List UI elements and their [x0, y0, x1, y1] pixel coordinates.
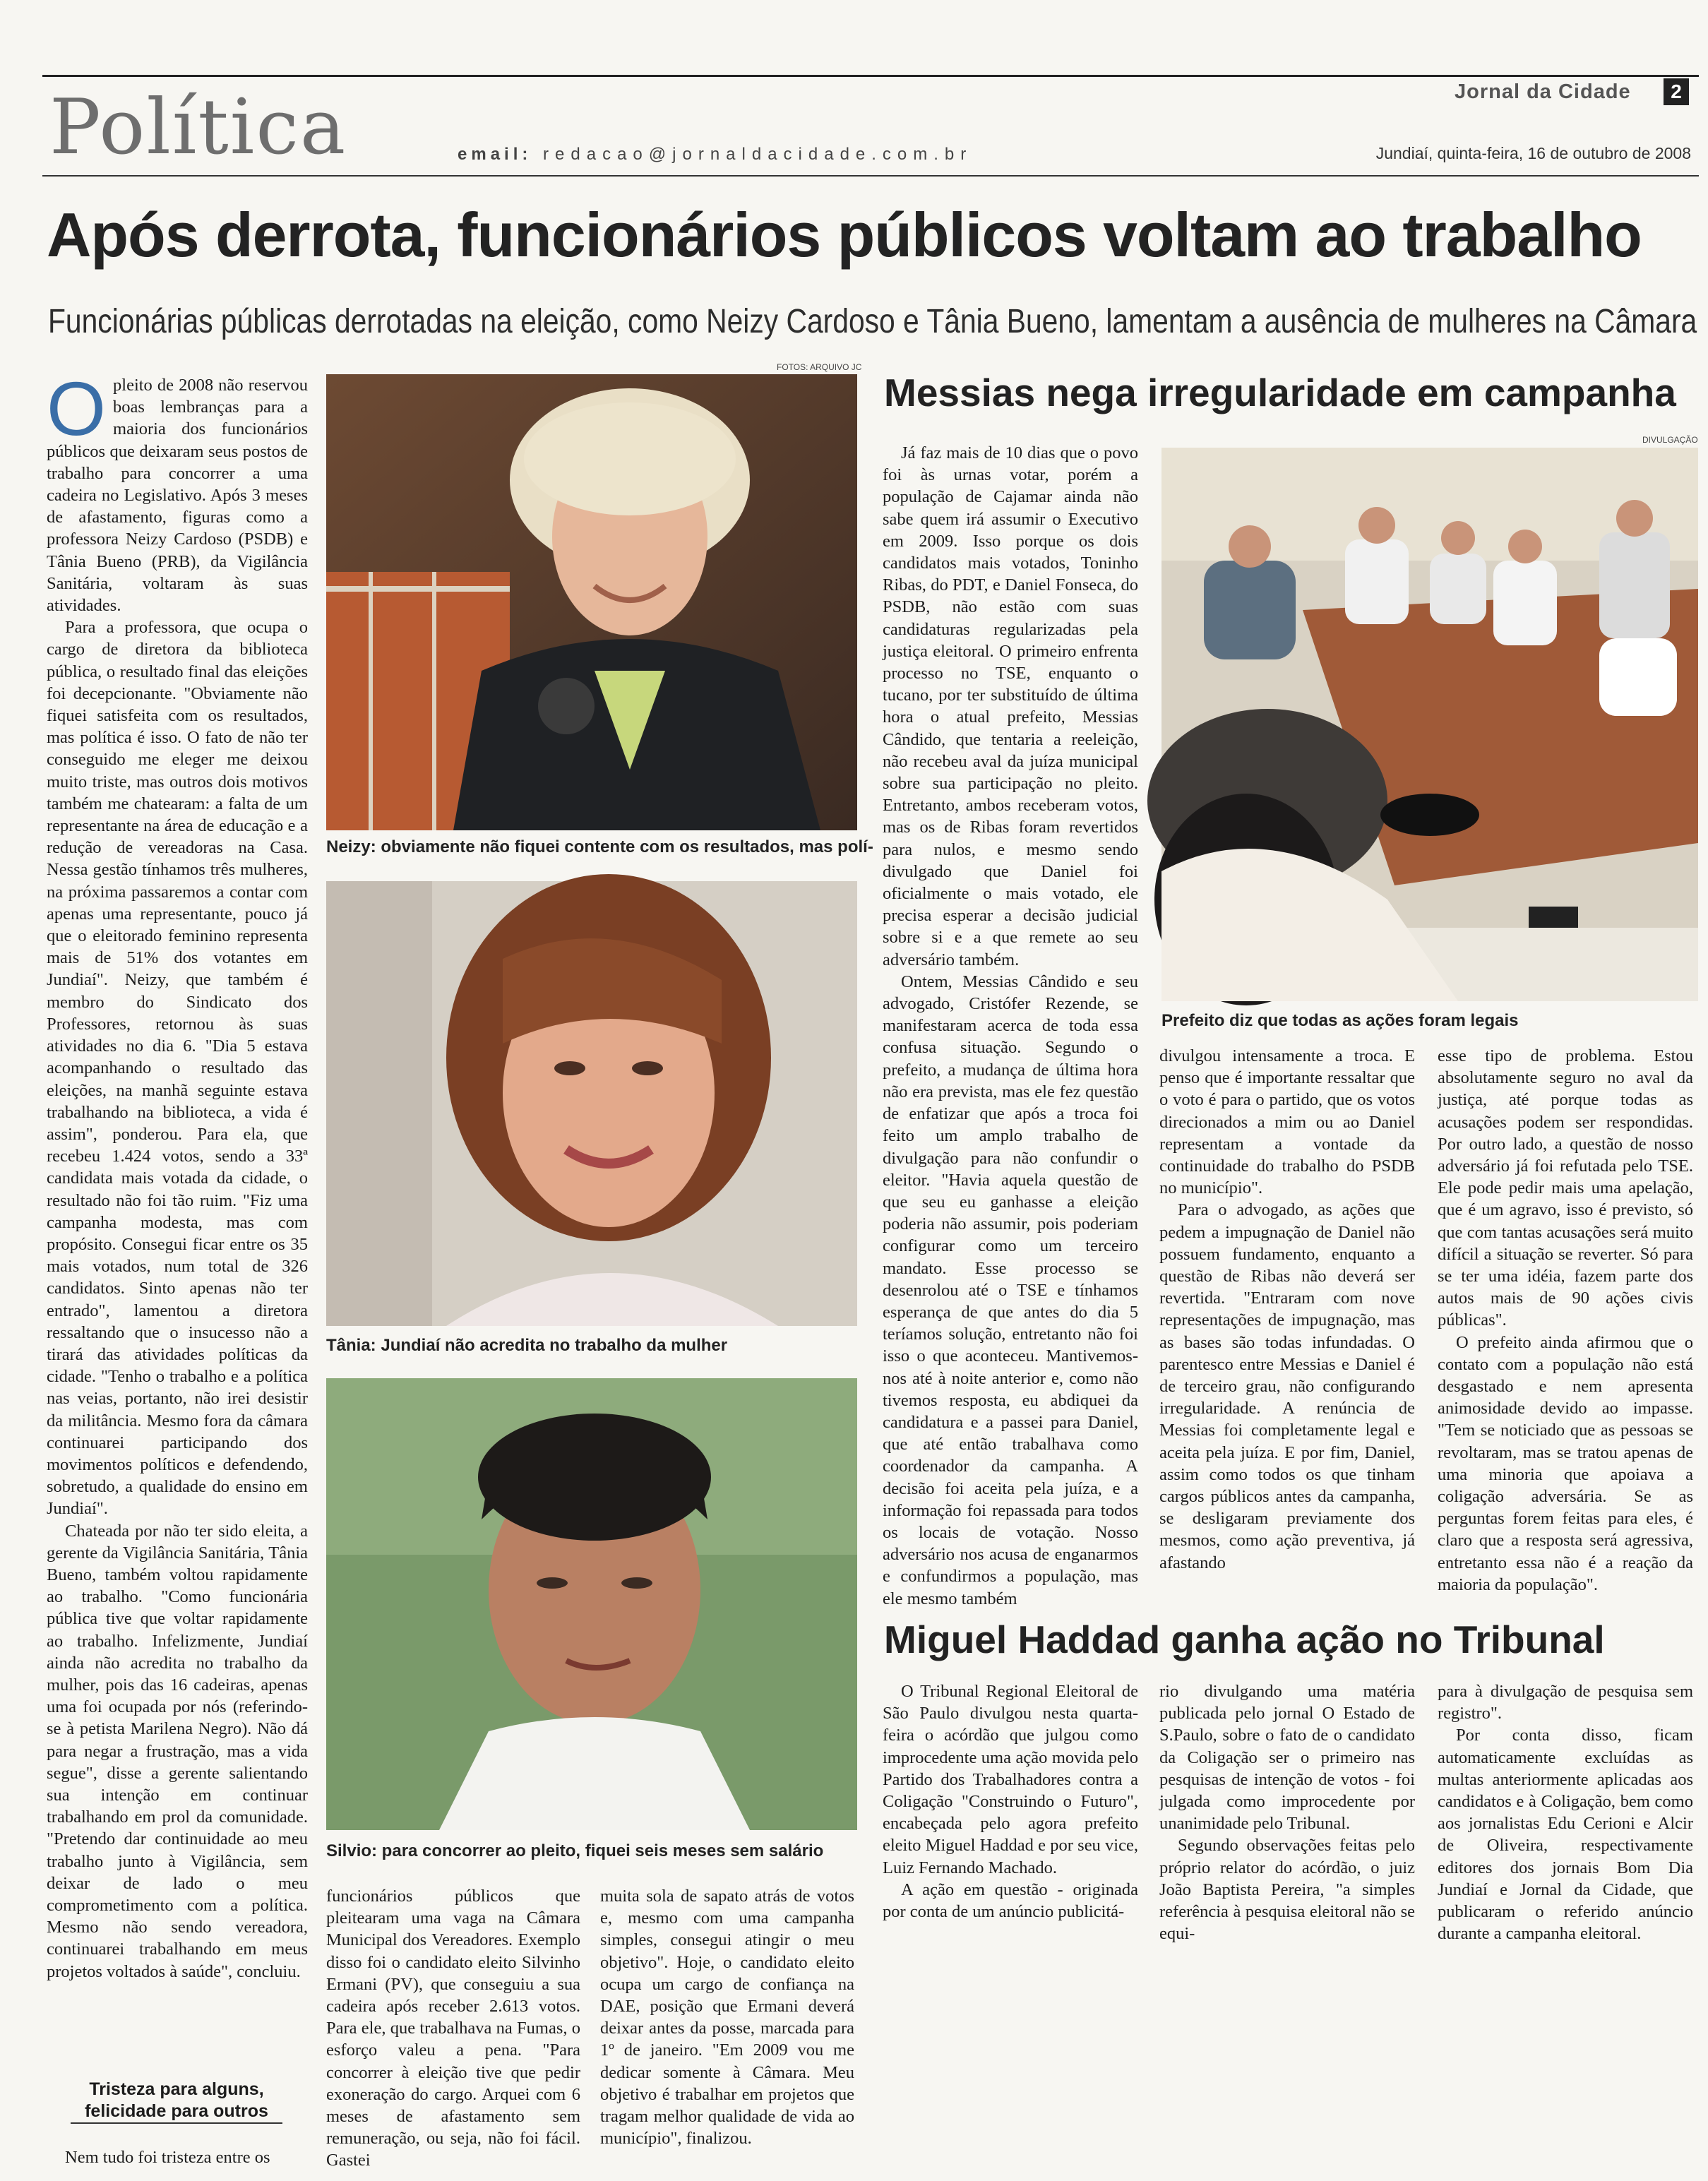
- paragraph: divulgou intensamente a troca. E penso que é importante ressaltar que o voto é para o partido, que os votos direcionados a mim ou ao Daniel representam a vontade da continuidade do trabalho do PSDB no município".: [1159, 1046, 1415, 1198]
- paragraph: A ação em questão - originada por conta de um anúncio publicitá-: [883, 1880, 1138, 1922]
- haddad-column-3: [1438, 1680, 1693, 1944]
- silvio-caption: Silvio: para concorrer ao pleito, fiquei seis meses sem salário: [326, 1841, 824, 1860]
- messias-headline: Messias nega irregularidade em campanha: [884, 371, 1676, 414]
- silvio-photo: [326, 1378, 857, 1830]
- paragraph: O Tribunal Regional Eleitoral de São Paulo divulgou nesta quarta-feira o acórdão que julgou como improcedente uma ação movida pelo Partido dos Trabalhadores contra a Coligação "Construindo o Futuro", encabeçada pelo agora prefeito eleito Miguel Haddad e por seu vice, Luiz Fernando Machado.: [883, 1682, 1138, 1877]
- paragraph: Já faz mais de 10 dias que o povo foi às urnas votar, porém a população de Cajamar ainda não sabe quem irá assumir o Executivo em 2009. Isso porque os dois candidatos mais votados, Toninho Ribas, do PDT, e Daniel Fonseca, do PSDB, não estão com suas candidaturas regularizadas pela justiça eleitoral. O primeiro enfrenta processo no TSE, enquanto o tucano, por ter substituído de última hora o atual prefeito, Messias Cândido, que tentaria a reeleição, não recebeu aval da juíza municipal sobre sua participação no pleito. Entretanto, ambos receberam votos, mas os de Ribas foram revertidos para nulos, e mesmo sendo divulgado que Daniel foi oficialmente o mais votado, ele precisa esperar a decisão judicial sobre si e a que remete ao seu adversário também.: [883, 443, 1138, 969]
- tania-caption: Tânia: Jundiaí não acredita no trabalho da mulher: [326, 1336, 728, 1355]
- main-story-column-1: [47, 366, 308, 2111]
- main-story-column-2: [326, 1885, 580, 2168]
- top-rule: [42, 75, 1699, 77]
- messias-photo: [1161, 448, 1698, 1001]
- neizy-caption: Neizy: obviamente não fiquei contente com os resultados, mas polí-: [326, 837, 873, 856]
- haddad-column-1: [883, 1680, 1138, 1935]
- section-title: Política: [49, 83, 347, 172]
- paragraph: Segundo observações feitas pelo próprio relator do acórdão, o juiz João Baptista Pereira, "a simples referência à pesquisa eleitoral não se equi-: [1159, 1836, 1415, 1944]
- messias-column-1: [883, 442, 1138, 1608]
- paragraph: O prefeito ainda afirmou que o contato com a população não está desgastado e nem apresenta animosidade devido ao impasse. "Tem se noticiado que as pessoas se revoltaram, mas se tratou apenas de uma minoria que apoiava a coligação adversária. Se as perguntas forem feitas para eles, é claro que a resposta será agressiva, entretanto essa não é a reação da maioria da população".: [1438, 1332, 1693, 1594]
- haddad-headline: Miguel Haddad ganha ação no Tribunal: [884, 1618, 1605, 1661]
- page-number: 2: [1664, 78, 1689, 105]
- paragraph: muita sola de sapato atrás de votos e, mesmo com uma campanha simples, consegui atingir o meu objetivo". Hoje, o candidato eleito ocupa um cargo de confiança na DAE, posição que Ermani deverá deixar antes da posse, marcada para 1º de janeiro. "Em 2009 vou me dedicar somente à Câmara. Meu objetivo é trabalhar em projetos que tragam melhor qualidade de vida ao município", finalizou.: [600, 1887, 854, 2149]
- paragraph: para à divulgação de pesquisa sem registro".: [1438, 1682, 1693, 1723]
- paragraph: funcionários públicos que pleitearam uma vaga na Câmara Municipal dos Vereadores. Exemplo disso foi o candidato eleito Silvinho Ermani (PV), que conseguiu a sua cadeira após receber 2.613 votos. Para ele, que trabalhava na Fumas, o esforço valeu a pena. "Para concorrer à eleição tive que pedir exoneração do cargo. Arquei com 6 meses de afastamento sem remuneração, ou seja, não foi fácil. Gastei: [326, 1887, 580, 2170]
- messias-column-2: [1159, 1045, 1415, 1596]
- paragraph: [47, 366, 308, 616]
- email-address[interactable]: redacao@jornaldacidade.com.br: [543, 145, 973, 164]
- email-line: [458, 145, 972, 165]
- drop-cap: O: [47, 366, 107, 451]
- messias-column-3: [1438, 1045, 1693, 1596]
- paragraph-text: pleito de 2008 não reservou boas lembranças para a maioria dos funcionários públicos que deixaram seus postos de trabalho para concorrer a uma cadeira no Legislativo. Após 3 meses de afastamento, figuras como a professora Neizy Cardoso (PSDB) e Tânia Bueno (PRB), da Vigilância Sanitária, voltaram às suas atividades.: [47, 376, 308, 616]
- paragraph: Por conta disso, ficam automaticamente excluídas as multas anteriormente aplicadas aos candidatos e à Coligação, bem como aos jornalistas Edu Cerioni e Alcir de Oliveira, respectivamente editores dos jornais Bom Dia Jundiaí e Jornal da Cidade, que publicaram o referido anúncio durante a campanha eleitoral.: [1438, 1726, 1693, 1944]
- messias-caption: Prefeito diz que todas as ações foram legais: [1161, 1011, 1519, 1030]
- paragraph: Ontem, Messias Cândido e seu advogado, Cristófer Rezende, se manifestaram acerca de toda essa confusa situação. Segundo o prefeito, a mudança de última hora não era prevista, mas ele fez questão de enfatizar que após a troca foi feito um amplo trabalho de divulgação para não confundir o eleitor. "Havia aquela questão de que seu eu ganhasse a eleição poderia não assumir, pois poderiam configurar como um terceiro mandato. Esse processo se desenrolou até o TSE e tínhamos esperança de que antes do dia 5 teríamos solução, entretanto não foi isso o que aconteceu. Mantivemos-nos até à noite anterior e, como não tivemos resposta, eu abdiquei da candidatura e a passei para Daniel, que até então trabalhava como coordenador da campanha. A decisão foi aceita pela juíza, e a informação foi repassada para todos os locais de votação. Nosso adversário nos acusa de enganarmos e confundirmos a população, mas ele mesmo também: [883, 972, 1138, 1608]
- main-headline: Após derrota, funcionários públicos voltam ao trabalho: [47, 200, 1642, 270]
- main-subhead: Funcionárias públicas derrotadas na eleição, como Neizy Cardoso e Tânia Bueno, lamentam a ausência de mulheres na Câmara: [48, 303, 1697, 340]
- dateline: Jundiaí, quinta-feira, 16 de outubro de 2008: [1375, 144, 1691, 162]
- photo-credit: FOTOS: ARQUIVO JC: [777, 362, 862, 372]
- haddad-column-2: [1159, 1680, 1415, 1944]
- paper-name: Jornal da Cidade: [1455, 80, 1631, 103]
- paragraph: Chateada por não ter sido eleita, a gerente da Vigilância Sanitária, Tânia Bueno, também voltou rapidamente ao trabalho. "Como funcionária pública tive que voltar rapidamente ao trabalho. Infelizmente, Jundiaí ainda não acredita no trabalho da mulher, pois das 16 cadeiras, apenas uma foi ocupada por nós (referindo-se à petista Marilena Negro). Não dá para negar a frustração, mas a vida segue", disse a gerente salientando sua intenção em continuar trabalhando em prol da comunidade. "Pretendo dar continuidade ao meu trabalho junto à Vigilância, sem deixar de lado o meu comprometimento com a política. Mesmo não sendo vereadora, continuarei trabalhando em meus projetos voltados à saúde", concluiu.: [47, 1521, 308, 1981]
- paragraph: Nem tudo foi tristeza entre os: [65, 2148, 270, 2167]
- masthead-rule: [42, 175, 1699, 177]
- paragraph: esse tipo de problema. Estou absolutamente seguro no aval da justiça, até porque todas as acusações podem ser respondidas. Por outro lado, a questão de nosso adversário já foi refutada pelo TSE. Ele pode pedir mais uma apelação, que é um agravo, isso é previsto, só que com tantas acusações será muito difícil a situação se reverter. Só para se ter uma idéia, fazem parte dos autos mais de 90 ações civis públicas".: [1438, 1046, 1693, 1330]
- messias-photo-credit: DIVULGAÇÃO: [1642, 435, 1698, 445]
- tania-photo: [326, 881, 857, 1326]
- paragraph: Para a professora, que ocupa o cargo de diretora da biblioteca pública, o resultado final das eleições foi decepcionante. "Obviamente não fiquei satisfeita com os resultados, mas política é isso. O fato de não ter conseguido me eleger me deixou muito triste, mas outros dois motivos também me chatearam: a falta de um representante na área de educação e a redução de vereadoras na Casa. Nessa gestão tínhamos três mulheres, na próxima passaremos a contar com apenas uma representante, pouco já que o eleitorado feminino representa mais de 51% dos votantes em Jundiaí". Neizy, que também é membro do Sindicato dos Professores, retornou às suas atividades no dia 6. "Dia 5 estava acompanhando o resultado das eleições, na manhã seguinte estava trabalhando na biblioteca, a vida é assim", ponderou. Para ela, que recebeu 1.424 votos, sendo a 33ª candidata mais votada da cidade, o resultado não foi tão ruim. "Fiz uma campanha modesta, mas com propósito. Consegui ficar entre os 35 mais votados, num total de 326 candidatos. Sinto apenas não ter entrado", lamentou a diretora ressaltando que o insucesso não a tirará das atividades políticas da cidade. "Tenho o trabalho e a política nas veias, portanto, não irei desistir da militância. Mesmo fora da câmara continuarei participando dos movimentos políticos e defendendo, sobretudo, a qualidade do ensino em Jundiaí".: [47, 618, 308, 1519]
- box-subtitle: Tristeza para alguns, felicidade para outros: [71, 2079, 282, 2124]
- neizy-photo: [326, 374, 857, 830]
- main-story-column-3: [600, 1885, 854, 2168]
- paragraph: Para o advogado, as ações que pedem a impugnação de Daniel não possuem fundamento, enquanto a questão de Ribas não deverá ser revertida. "Entraram com nove representações de impugnação, mas as bases são todas infundadas. O parentesco entre Messias e Daniel é de terceiro grau, não configurando irregularidade. A renúncia de Messias foi completamente legal e aceita pela juíza. E por fim, Daniel, assim como todos os que tinham cargos públicos antes da campanha, se desligaram previamente dos mesmos, como ação preventiva, já afastando: [1159, 1200, 1415, 1572]
- email-label: email:: [458, 145, 532, 164]
- main-story-column-1-tail: [47, 2146, 308, 2170]
- paragraph: rio divulgando uma matéria publicada pelo jornal O Estado de S.Paulo, sobre o fato de o candidato da Coligação ser o primeiro nas pesquisas de intenção de votos - foi julgada como improcedente por unanimidade pelo Tribunal.: [1159, 1682, 1415, 1834]
